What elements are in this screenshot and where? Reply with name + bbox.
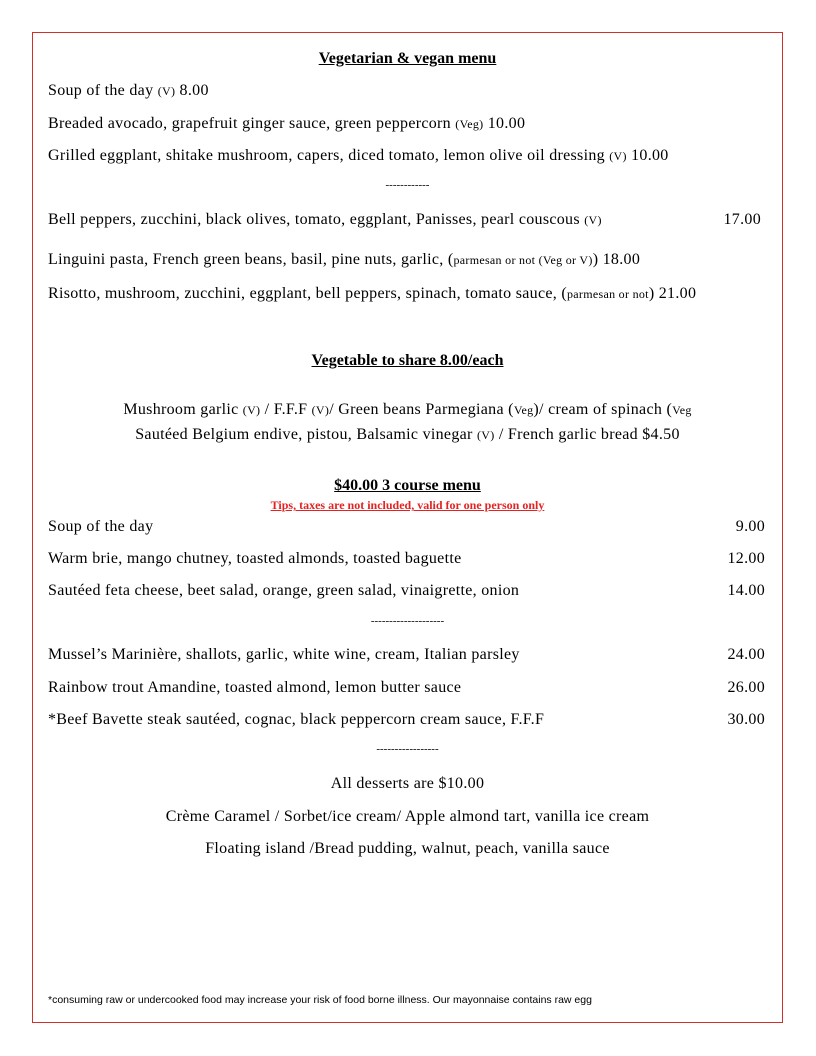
course-item-name: Sautéed feta cheese, beet salad, orange, green salad, vinaigrette, onion — [48, 582, 520, 599]
share-line: Mushroom garlic (V) / F.F.F (V)/ Green beans Parmegiana (Veg)/ cream of spinach (Veg — [123, 401, 692, 418]
course-item-price: 30.00 — [727, 711, 765, 728]
course-item-price: 24.00 — [727, 646, 765, 663]
course-item-name: *Beef Bavette steak sautéed, cognac, black peppercorn cream sauce, F.F.F — [48, 711, 545, 728]
course-item-price: 14.00 — [727, 582, 765, 599]
desserts-line: Crème Caramel / Sorbet/ice cream/ Apple almond tart, vanilla ice cream — [165, 808, 650, 825]
veg-item: Grilled eggplant, shitake mushroom, capers, diced tomato, lemon olive oil dressing (V) 10.00 — [48, 147, 669, 164]
veg-item: Soup of the day (V) 8.00 — [48, 82, 209, 99]
course-notice: Tips, taxes are not included, valid for one person only — [270, 498, 545, 512]
course-item-price: 26.00 — [727, 679, 765, 696]
veg-main-item: Linguini pasta, French green beans, basil, pine nuts, garlic, (parmesan or not (Veg or V)) 18.00 — [48, 251, 641, 268]
course-item-name: Mussel’s Marinière, shallots, garlic, white wine, cream, Italian parsley — [48, 646, 520, 663]
course-separator: ----------------- — [376, 743, 439, 755]
course-item-price: 12.00 — [727, 550, 765, 567]
veg-main-item: Bell peppers, zucchini, black olives, tomato, eggplant, Panisses, pearl couscous (V) — [48, 211, 602, 228]
desserts-line: Floating island /Bread pudding, walnut, peach, vanilla sauce — [205, 840, 610, 857]
footer-disclaimer: *consuming raw or undercooked food may increase your risk of food borne illness. Our mayonnaise contains raw egg — [48, 994, 592, 1006]
course-separator: -------------------- — [370, 615, 445, 627]
course-heading: $40.00 3 course menu — [334, 477, 481, 494]
course-item-name: Rainbow trout Amandine, toasted almond, lemon butter sauce — [48, 679, 462, 696]
veg-main-item: Risotto, mushroom, zucchini, eggplant, bell peppers, spinach, tomato sauce, (parmesan or not) 21.00 — [48, 285, 697, 302]
veg-separator: ------------ — [385, 179, 430, 191]
course-item-price: 9.00 — [735, 518, 765, 535]
course-item-name: Warm brie, mango chutney, toasted almonds, toasted baguette — [48, 550, 462, 567]
share-line: Sautéed Belgium endive, pistou, Balsamic vinegar (V) / French garlic bread $4.50 — [135, 426, 680, 443]
share-heading: Vegetable to share 8.00/each — [311, 352, 504, 369]
veg-main-price: 17.00 — [723, 211, 761, 228]
veg-heading: Vegetarian & vegan menu — [318, 50, 497, 67]
veg-item: Breaded avocado, grapefruit ginger sauce, green peppercorn (Veg) 10.00 — [48, 115, 526, 132]
desserts-title: All desserts are $10.00 — [330, 775, 485, 792]
course-item-name: Soup of the day — [48, 518, 154, 535]
